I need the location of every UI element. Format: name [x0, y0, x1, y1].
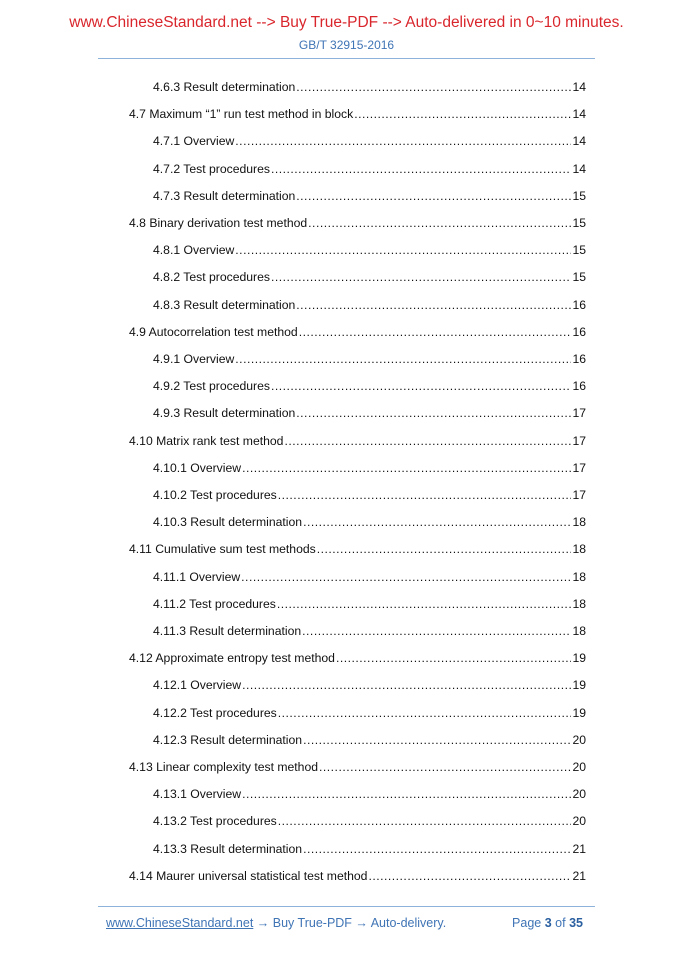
toc-leader-dots	[336, 651, 571, 665]
toc-leader-dots	[271, 162, 571, 176]
toc-leader-dots	[242, 678, 571, 692]
toc-entry-page: 20	[572, 732, 586, 747]
toc-leader-dots	[277, 597, 572, 611]
toc-entry[interactable]	[129, 325, 586, 341]
toc-entry-page: 15	[572, 188, 586, 203]
toc-entry-page: 17	[572, 406, 586, 421]
toc-leader-dots	[296, 189, 571, 203]
of-label: of	[555, 916, 566, 930]
toc-entry[interactable]	[153, 842, 586, 858]
toc-leader-dots	[299, 325, 572, 339]
toc-entry[interactable]	[153, 270, 586, 286]
toc-entry[interactable]	[129, 542, 586, 558]
toc-entry-title: 4.8.3 Result determination	[153, 297, 296, 312]
toc-leader-dots	[242, 461, 571, 475]
toc-entry-page: 17	[572, 433, 586, 448]
toc-entry[interactable]	[153, 597, 586, 613]
toc-entry[interactable]	[153, 488, 586, 504]
toc-entry-title: 4.7 Maximum “1” run test method in block	[129, 107, 354, 122]
toc-leader-dots	[278, 814, 572, 828]
toc-entry-title: 4.11.3 Result determination	[153, 624, 302, 638]
toc-entry-page: 16	[572, 297, 586, 312]
toc-entry[interactable]	[153, 678, 586, 694]
footer-divider	[98, 906, 595, 907]
toc-entry-title: 4.10.3 Result determination	[153, 515, 303, 530]
toc-entry-title: 4.10 Matrix rank test method	[129, 433, 284, 448]
toc-leader-dots	[308, 216, 571, 230]
toc-leader-dots	[296, 406, 571, 420]
toc-entry[interactable]	[153, 189, 586, 205]
toc-entry-page: 14	[572, 134, 586, 149]
toc-leader-dots	[284, 434, 571, 448]
toc-entry-page: 16	[572, 379, 586, 394]
toc-entry-page: 20	[572, 760, 586, 774]
toc-entry-page: 21	[572, 868, 586, 883]
toc-entry-title: 4.7.3 Result determination	[153, 188, 296, 203]
toc-entry-page: 16	[572, 324, 586, 339]
toc-leader-dots	[278, 488, 572, 502]
toc-entry-title: 4.10.2 Test procedures	[153, 488, 277, 502]
toc-entry[interactable]	[153, 814, 586, 830]
page-label: Page	[512, 916, 542, 930]
toc-leader-dots	[317, 542, 572, 556]
toc-entry-title: 4.11.1 Overview	[153, 569, 241, 584]
toc-leader-dots	[278, 706, 572, 720]
toc-entry-page: 18	[572, 542, 586, 557]
toc-entry-title: 4.9 Autocorrelation test method	[129, 324, 298, 339]
toc-entry-page: 14	[572, 80, 586, 94]
toc-entry-page: 17	[572, 488, 586, 502]
page-indicator	[512, 916, 583, 930]
toc-leader-dots	[296, 298, 571, 312]
toc-entry-title: 4.8.2 Test procedures	[153, 270, 270, 285]
toc-entry-title: 4.9.3 Result determination	[153, 406, 296, 421]
toc-entry-title: 4.12 Approximate entropy test method	[129, 651, 335, 666]
toc-entry[interactable]	[153, 515, 586, 531]
toc-entry-title: 4.11 Cumulative sum test methods	[129, 542, 316, 557]
toc-leader-dots	[242, 787, 571, 801]
toc-entry[interactable]	[153, 352, 586, 368]
toc-entry-page: 15	[572, 216, 586, 230]
toc-entry[interactable]	[153, 162, 586, 178]
toc-entry-page: 14	[572, 161, 586, 176]
toc-leader-dots	[271, 379, 571, 393]
toc-entry[interactable]	[129, 651, 586, 667]
toc-entry-page: 19	[572, 705, 586, 720]
toc-entry-title: 4.13.3 Result determination	[153, 841, 303, 856]
toc-entry-title: 4.12.1 Overview	[153, 678, 242, 693]
toc-entry-page: 20	[572, 814, 586, 829]
toc-leader-dots	[241, 570, 571, 584]
toc-leader-dots	[368, 869, 571, 883]
toc-entry[interactable]	[153, 406, 586, 422]
toc-leader-dots	[235, 352, 571, 366]
toc-entry[interactable]	[153, 706, 586, 722]
footer-note: → Buy True-PDF → Auto-delivery.	[253, 916, 447, 930]
toc-entry-page: 18	[572, 624, 586, 638]
toc-leader-dots	[303, 515, 571, 529]
toc-entry-title: 4.12.2 Test procedures	[153, 705, 277, 720]
toc-leader-dots	[354, 107, 571, 121]
toc-leader-dots	[296, 80, 571, 94]
toc-entry-title: 4.12.3 Result determination	[153, 732, 303, 747]
header-divider	[98, 58, 595, 59]
toc-entry-title: 4.11.2 Test procedures	[153, 596, 276, 611]
toc-entry-page: 19	[572, 651, 586, 666]
page-number: 3	[544, 916, 552, 930]
toc-entry[interactable]	[129, 434, 586, 450]
toc-entry[interactable]	[153, 379, 586, 395]
toc-entry[interactable]	[153, 624, 586, 640]
footer-link[interactable]: www.ChineseStandard.net	[106, 916, 254, 930]
toc-entry-title: 4.9.2 Test procedures	[153, 379, 270, 394]
toc-entry-page: 19	[572, 678, 586, 693]
toc-entry[interactable]	[153, 570, 586, 586]
toc-entry-page: 21	[572, 841, 586, 856]
toc-entry-title: 4.9.1 Overview	[153, 352, 235, 366]
toc-entry[interactable]	[129, 107, 586, 123]
toc-entry-title: 4.13.2 Test procedures	[153, 814, 277, 829]
toc-leader-dots	[271, 270, 571, 284]
toc-entry-title: 4.13.1 Overview	[153, 787, 242, 802]
toc-entry[interactable]	[153, 134, 586, 150]
toc-entry-page: 14	[572, 107, 586, 122]
toc-entry-page: 15	[572, 243, 586, 258]
toc-leader-dots	[303, 733, 571, 747]
toc-leader-dots	[302, 624, 571, 638]
toc-entry-page: 18	[572, 569, 586, 584]
toc-leader-dots	[319, 760, 571, 774]
toc-entry[interactable]	[129, 869, 586, 885]
toc-entry-page: 18	[572, 596, 586, 611]
promo-banner[interactable]: www.ChineseStandard.net --> Buy True-PDF --> Auto-delivered in 0~10 minutes.	[69, 14, 624, 31]
toc-entry[interactable]	[153, 733, 586, 749]
document-number: GB/T 32915-2016	[298, 38, 395, 52]
toc-entry[interactable]	[153, 787, 586, 803]
toc-entry-title: 4.10.1 Overview	[153, 460, 242, 475]
toc-entry-title: 4.6.3 Result determination	[153, 80, 296, 94]
toc-entry[interactable]	[129, 760, 586, 776]
toc-entry[interactable]	[153, 80, 586, 96]
toc-entry-page: 20	[572, 787, 586, 802]
footer-text	[106, 916, 446, 930]
toc-entry-page: 17	[572, 460, 586, 475]
toc-entry-title: 4.7.2 Test procedures	[153, 161, 270, 176]
toc-entry-title: 4.13 Linear complexity test method	[129, 760, 319, 774]
toc-leader-dots	[235, 243, 571, 257]
toc-entry-title: 4.8.1 Overview	[153, 243, 235, 258]
toc-entry[interactable]	[153, 461, 586, 477]
toc-entry[interactable]	[153, 243, 586, 259]
toc-leader-dots	[303, 842, 571, 856]
toc-entry-page: 18	[572, 515, 586, 530]
toc-entry-page: 15	[572, 270, 586, 285]
page-total: 35	[569, 916, 583, 930]
toc-entry[interactable]	[129, 216, 586, 232]
toc-entry-title: 4.7.1 Overview	[153, 134, 235, 149]
toc-entry-page: 16	[572, 352, 586, 366]
toc-entry-title: 4.8 Binary derivation test method	[129, 216, 308, 230]
toc-entry-title: 4.14 Maurer universal statistical test method	[129, 868, 368, 883]
toc-entry[interactable]	[153, 298, 586, 314]
toc-leader-dots	[235, 134, 571, 148]
